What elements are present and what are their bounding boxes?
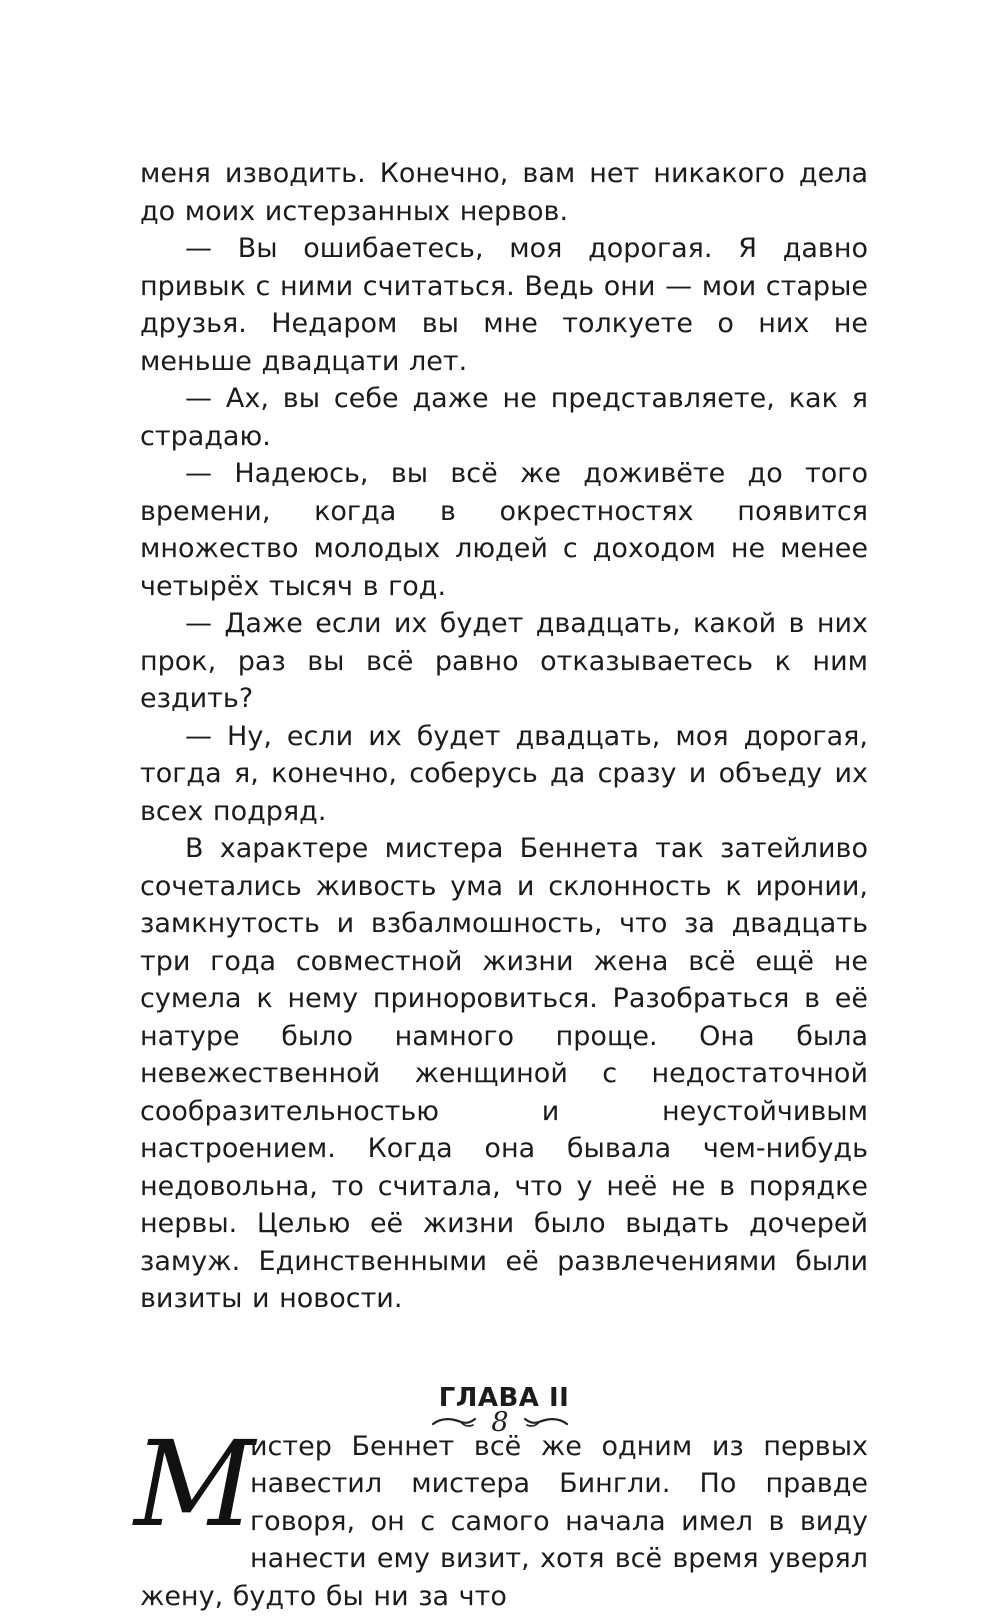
dialogue-line: — Ах, вы себе даже не представляете, как я страдаю. <box>140 383 868 452</box>
narrative-paragraph: В характере мистера Беннета так затейливо сочетались живость ума и склонность к иронии, замкнутость и взбалмошность, что за двадцать три года совместной жизни жена всё ещё не сумела к нему приноровиться. Разобраться в её натуре было намного проще. Она была невежественной женщиной с недостаточной сообразительностью и неустойчивым настроением. Когда она бывала чем-нибудь недовольна, то считала, что у неё не в порядке нервы. Целью её жизни было выдать дочерей замуж. Единственными её развлечениями были визиты и новости. <box>140 833 868 1314</box>
chapter-opening <box>134 1414 868 1616</box>
chapter-heading: ГЛАВА II <box>438 1382 570 1413</box>
page-number: 8 <box>491 1406 509 1438</box>
right-flourish-icon <box>523 1414 569 1430</box>
page-footer <box>0 1402 1000 1442</box>
dialogue-line: — Ну, если их будет двадцать, моя дорогая, тогда я, конечно, соберусь да сразу и объеду их всех подряд. <box>140 720 868 827</box>
left-flourish-icon <box>431 1414 477 1430</box>
dialogue-line: — Даже если их будет двадцать, какой в них прок, раз вы всё равно отказываетесь к ним ездить? <box>140 608 868 714</box>
dialogue-line: — Надеюсь, вы всё же доживёте до того времени, когда в окрестностях появится множество молодых людей с доходом не менее четырёх тысяч в год. <box>140 458 868 602</box>
paragraph-continuation: меня изводить. Конечно, вам нет никакого дела до моих истерзанных нервов. <box>140 158 868 227</box>
page-body <box>134 155 868 1615</box>
dialogue-line: — Вы ошибаетесь, моя дорогая. Я давно привык с ними считаться. Ведь они — мои старые друзья. Недаром вы мне толкуете о них не меньше двадцати лет. <box>140 233 868 377</box>
chapter-opening-text: истер Беннет всё же одним из первых навестил мистера Бингли. По правде говоря, он с самого начала имел в виду нанести ему визит, хотя всё время уверял жену, будто бы ни за что <box>140 1430 868 1612</box>
drop-cap: М <box>134 1414 251 1553</box>
